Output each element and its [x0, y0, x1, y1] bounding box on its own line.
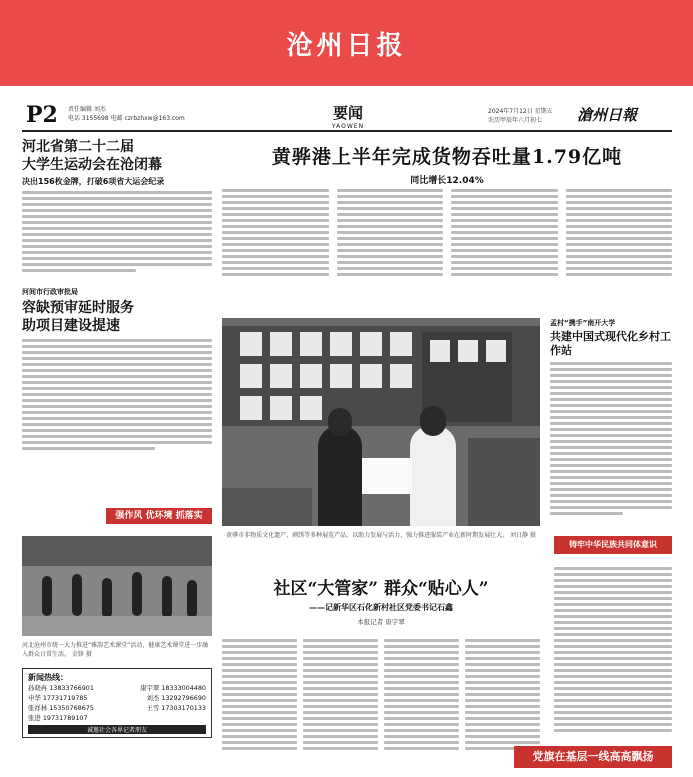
right-body: [550, 362, 672, 515]
right-column: [550, 318, 672, 518]
section-en: YAOWEN: [331, 123, 365, 130]
service-headline-1: 容缺预审延时服务: [22, 300, 134, 316]
dateline: [488, 107, 553, 125]
community-story-head: [222, 574, 540, 626]
community-author: 本报记者 唐宇翠: [357, 618, 405, 626]
hotline-title: 新闻热线：: [28, 673, 68, 682]
lead-subhead: 同比增长12.04%: [410, 176, 484, 186]
lunar-date: 农历甲辰年六月初七: [488, 117, 543, 124]
hotline-row: [28, 683, 206, 693]
hotline-footer: 诚邀社会各界记者朋友: [28, 725, 206, 734]
hotline-row: [28, 703, 206, 713]
newspaper-page[interactable]: [22, 96, 672, 772]
right-extra-body: [554, 564, 672, 735]
masthead: [22, 102, 672, 132]
section-cn: 要闻: [332, 104, 363, 122]
hotline-entry: 申华 17731719785: [28, 694, 88, 702]
lead-story-body: [222, 186, 672, 279]
hotline-row: [28, 713, 206, 723]
contact-line: 电话 3155698 电邮 czrbzhxw@163.com: [68, 115, 185, 122]
news-hotline: [22, 668, 212, 738]
lead-story-head: [222, 142, 672, 186]
lead-headline: 黄骅港上半年完成货物吞吐量1.79亿吨: [271, 146, 623, 168]
sports-body: [22, 191, 212, 272]
store-photo: [222, 318, 540, 526]
section-title: [308, 102, 388, 130]
photo-caption: 黄骅市非物质文化遗产、刺绣等多种展览产品，以助力发展与活力，强力推进服装产业在新时期发展壮大。 刘日静 摄: [226, 532, 536, 539]
dance-photo: [22, 536, 212, 636]
hotline-entry: 王雪 17303170133: [146, 704, 206, 712]
community-subhead: ——记新华区石化新村社区党委书记石鑫: [309, 603, 453, 612]
service-banner: 强作风 优环境 抓落实: [106, 508, 212, 524]
app-header: [0, 0, 693, 86]
right-kicker: 孟村“携手”南开大学: [550, 319, 616, 327]
sports-headline-1: 河北省第二十二届: [22, 139, 134, 155]
left-column: [22, 138, 212, 453]
sports-subhead: 决出156枚金牌，打破6项省大运会纪录: [22, 177, 165, 186]
sports-headline-2: 大学生运动会在沧闭幕: [22, 157, 162, 173]
editor-line: 责任编辑 刘杰: [68, 106, 106, 113]
date: 2024年7月12日 星期五: [488, 108, 553, 115]
dance-caption: 河北沧州市统一大力推进“雅韵艺术课堂”活动，健康艺术课堂进一步融入群众日常生活。 金锋 摄: [22, 642, 209, 658]
right-banner: 铸牢中华民族共同体意识: [554, 536, 672, 554]
community-headline: 社区“大管家” 群众“贴心人”: [273, 579, 489, 599]
hotline-entry: 孙晓冉 13833766901: [28, 684, 94, 692]
editor-info: [68, 105, 185, 123]
app-title: 沧州日报: [286, 30, 407, 61]
hotline-entry: 刘杰 13292796690: [146, 694, 206, 702]
community-story-body: [222, 636, 540, 753]
hotline-entry: 张进 19731789107: [28, 714, 88, 722]
hotline-row: [28, 693, 206, 703]
hotline-entry: 康宇翠 18333004480: [140, 684, 206, 692]
right-headline: 共建中国式现代化乡村工作站: [550, 330, 671, 357]
page-number: P2: [26, 102, 58, 128]
service-headline-2: 助项目建设提速: [22, 318, 120, 334]
hotline-entry: 张祥林 15350768675: [28, 704, 94, 712]
service-kicker: 河间市行政审批局: [22, 288, 78, 296]
newspaper-logo: 滄州日報: [577, 106, 638, 124]
service-body: [22, 339, 212, 450]
party-banner: 党旗在基层一线高高飘扬: [514, 746, 672, 768]
